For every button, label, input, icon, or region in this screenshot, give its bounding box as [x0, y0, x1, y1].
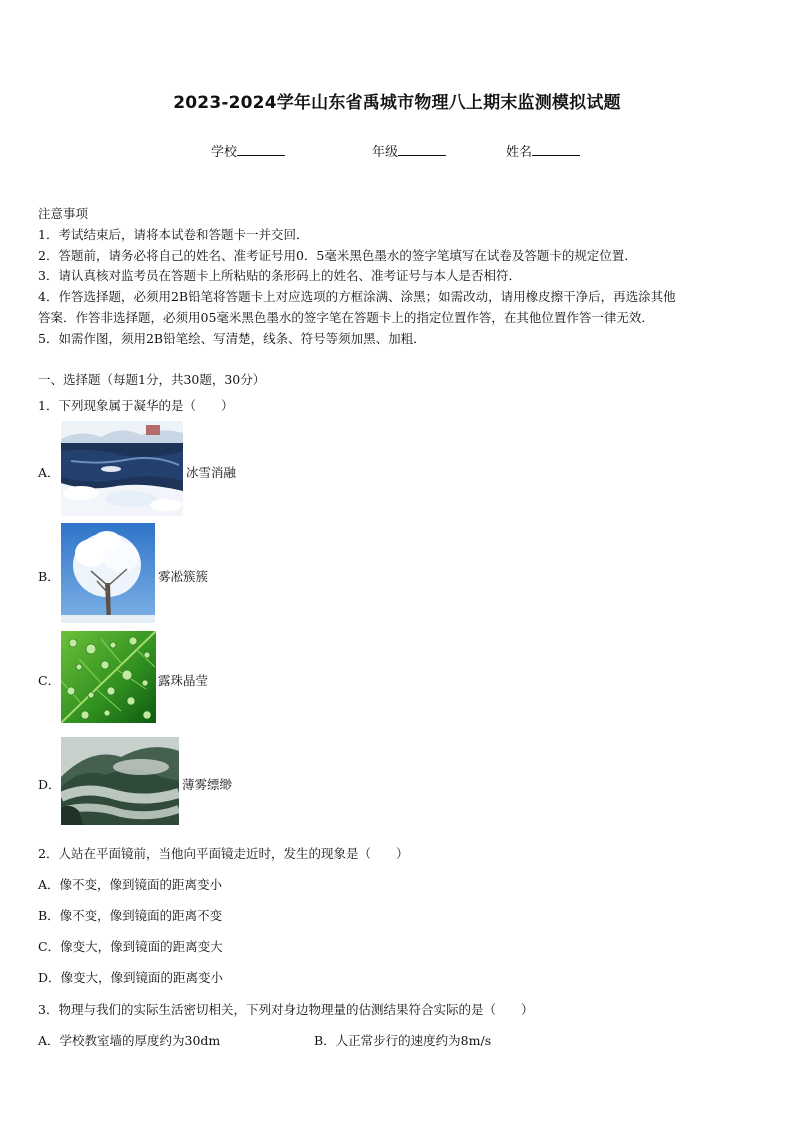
q1-option-b-label: B．	[38, 569, 60, 584]
grade-field	[372, 141, 446, 160]
notice-item: 1．考试结束后，请将本试卷和答题卡一并交回．	[38, 227, 309, 242]
notice-item: 2．答题前，请务必将自己的姓名、准考证号用0．5毫米黑色墨水的签字笔填写在试卷及答题卡的规定位置．	[38, 248, 637, 263]
q1-option-a-text: 冰雪消融	[186, 465, 237, 480]
q1-option-c-label: C．	[38, 673, 61, 688]
q1-option-d-label: D．	[38, 777, 61, 792]
notice-item: 3．请认真核对监考员在答题卡上所粘贴的条形码上的姓名、准考证号与本人是否相符．	[38, 268, 521, 283]
q3-option-a: A．学校教室墙的厚度约为30dm	[38, 1033, 221, 1048]
question-1-stem: 1．下列现象属于凝华的是（ ）	[38, 398, 234, 413]
q1-option-d-text: 薄雾缥缈	[182, 777, 233, 792]
notice-item: 答案．作答非选择题，必须用05毫米黑色墨水的签字笔在答题卡上的指定位置作答，在其他位置作答一律无效．	[38, 310, 654, 325]
school-label: 学校	[211, 145, 238, 160]
q1-option-b-text: 雾凇簇簇	[158, 569, 209, 584]
question-2-stem: 2．人站在平面镜前，当他向平面镜走近时，发生的现象是（ ）	[38, 846, 409, 861]
dew-leaf-image	[61, 631, 156, 723]
notice-heading: 注意事项	[38, 206, 89, 221]
grade-label: 年级	[372, 145, 399, 160]
q2-option-b: B．像不变，像到镜面的距离不变	[38, 908, 223, 923]
mist-mountain-image	[61, 737, 179, 825]
q2-option-a: A．像不变，像到镜面的距离变小	[38, 877, 223, 892]
notice-item: 4．作答选择题，必须用2B铅笔将答题卡上对应选项的方框涂满、涂黑；如需改动，请用橡皮擦干净后，再选涂其他	[38, 289, 676, 304]
school-blank	[237, 143, 285, 156]
exam-title: 2023-2024学年山东省禹城市物理八上期末监测模拟试题	[173, 93, 621, 113]
ice-river-image	[61, 421, 183, 516]
q2-option-c: C．像变大，像到镜面的距离变大	[38, 939, 223, 954]
section-heading: 一、选择题（每题1分，共30题，30分）	[38, 372, 266, 387]
name-field	[506, 141, 580, 160]
q2-option-d: D．像变大，像到镜面的距离变小	[38, 970, 224, 985]
school-field	[211, 141, 285, 160]
question-3-stem: 3．物理与我们的实际生活密切相关，下列对身边物理量的估测结果符合实际的是（ ）	[38, 1002, 534, 1017]
q1-option-a-label: A．	[38, 465, 60, 480]
name-label: 姓名	[506, 145, 533, 160]
name-blank	[532, 143, 580, 156]
grade-blank	[398, 143, 446, 156]
notice-item: 5．如需作图，须用2B铅笔绘、写清楚，线条、符号等须加黑、加粗．	[38, 331, 426, 346]
q3-option-b: B．人正常步行的速度约为8m/s	[314, 1033, 492, 1048]
q1-option-c-text: 露珠晶莹	[158, 673, 209, 688]
frost-tree-image	[61, 523, 155, 623]
